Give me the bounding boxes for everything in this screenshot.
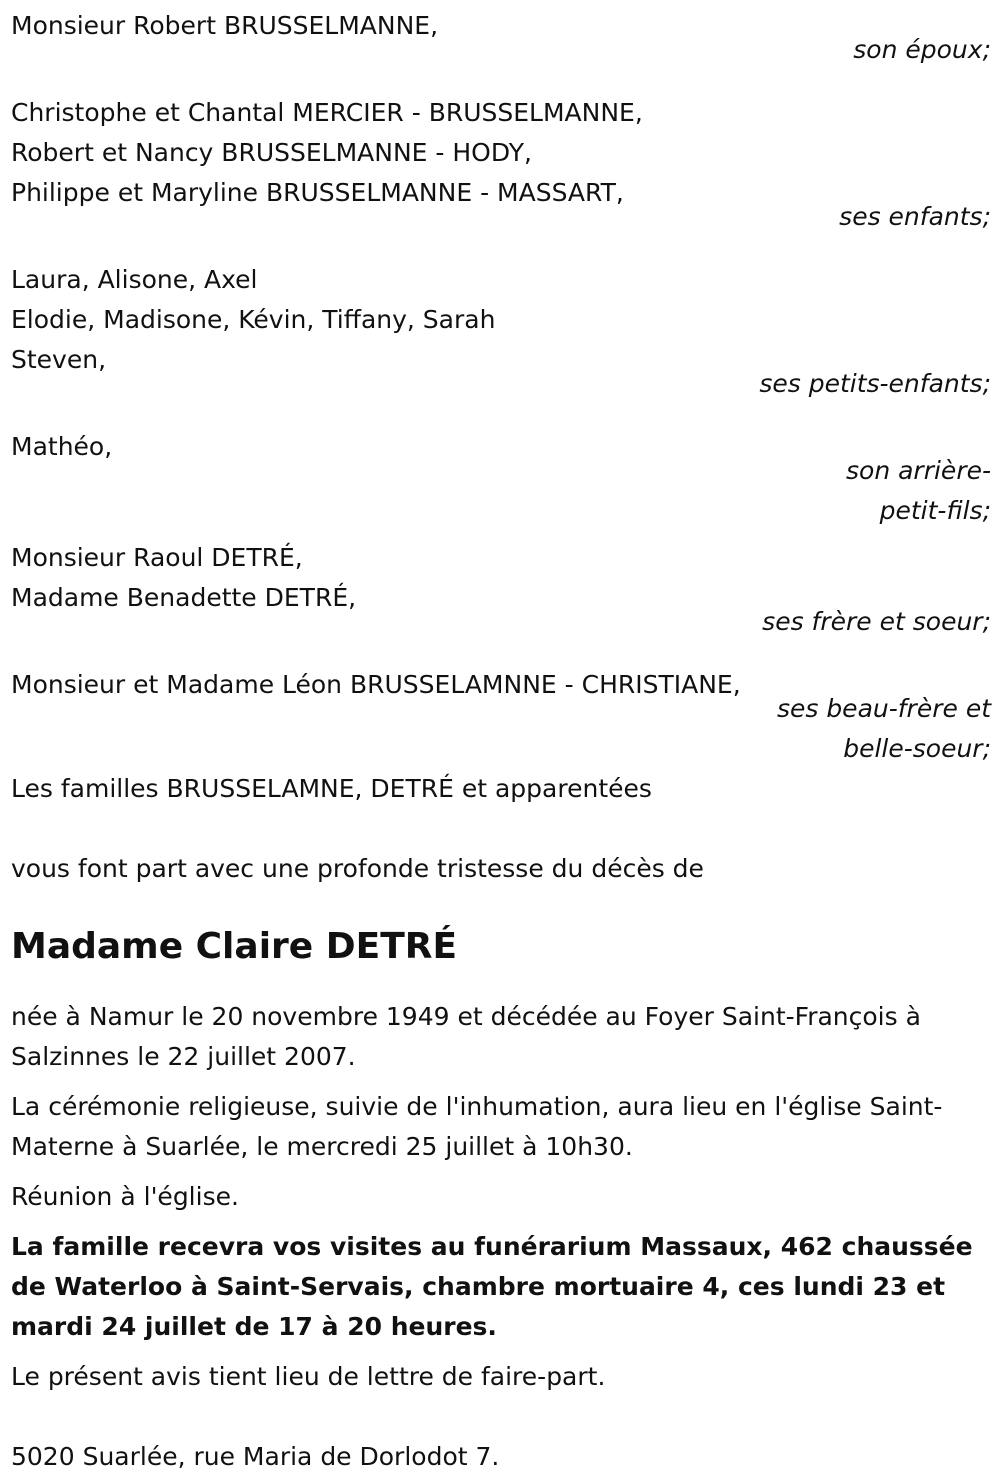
in-law-name: Monsieur et Madame Léon BRUSSELAMNNE - CHRISTIANE, xyxy=(11,670,741,699)
deceased-name: Madame Claire DETRÉ xyxy=(11,926,458,967)
in-laws-role-line2: belle-soeur; xyxy=(843,734,991,763)
in-laws-role-line1: ses beau-frère et xyxy=(776,694,991,723)
families-line: Les familles BRUSSELAMNE, DETRÉ et apparentées xyxy=(11,774,652,803)
children-section xyxy=(11,93,991,237)
spouse-name: Monsieur Robert BRUSSELMANNE, xyxy=(11,11,439,40)
siblings-section xyxy=(11,538,991,642)
meeting-paragraph: Réunion à l'église. xyxy=(11,1182,239,1211)
grandchild-name: Laura, Alisone, Axel xyxy=(11,265,258,294)
child-name: Philippe et Maryline BRUSSELMANNE - MASSART, xyxy=(11,178,624,207)
grandchildren-role: ses petits-enfants; xyxy=(759,369,991,398)
notice-paragraph: Le présent avis tient lieu de lettre de faire-part. xyxy=(11,1362,606,1391)
birth-death-paragraph: née à Namur le 20 novembre 1949 et décédée au Foyer Saint-François à Salzinnes le 22 juillet 2007. xyxy=(11,1002,921,1071)
grandchild-name: Steven, xyxy=(11,345,107,374)
child-name: Robert et Nancy BRUSSELMANNE - HODY, xyxy=(11,138,532,167)
children-role: ses enfants; xyxy=(839,202,991,231)
ceremony-paragraph: La cérémonie religieuse, suivie de l'inhumation, aura lieu en l'église Saint-Materne à Suarlée, le mercredi 25 juillet à 10h30. xyxy=(11,1092,943,1161)
visits-paragraph: La famille recevra vos visites au funérarium Massaux, 462 chaussée de Waterloo à Saint-Servais, chambre mortuaire 4, ces lundi 23 et mardi 24 juillet de 17 à 20 heures. xyxy=(11,1232,973,1341)
great-grandchild-section xyxy=(11,427,991,531)
siblings-role: ses frère et soeur; xyxy=(762,607,991,636)
great-grandchild-name: Mathéo, xyxy=(11,432,113,461)
announcement-text: vous font part avec une profonde tristesse du décès de xyxy=(11,854,704,883)
child-name: Christophe et Chantal MERCIER - BRUSSELMANNE, xyxy=(11,98,643,127)
in-laws-section xyxy=(11,665,991,769)
sibling-name: Madame Benadette DETRÉ, xyxy=(11,583,357,612)
grandchild-name: Elodie, Madisone, Kévin, Tiffany, Sarah xyxy=(11,305,496,334)
spouse-role: son époux; xyxy=(853,35,991,64)
address-line: 5020 Suarlée, rue Maria de Dorlodot 7. xyxy=(11,1442,500,1471)
great-grandchild-role-line1: son arrière- xyxy=(846,456,991,485)
great-grandchild-role-line2: petit-fils; xyxy=(879,496,991,525)
grandchildren-section xyxy=(11,260,991,404)
spouse-section xyxy=(11,6,991,70)
sibling-name: Monsieur Raoul DETRÉ, xyxy=(11,543,303,572)
obituary-notice xyxy=(11,6,991,1477)
